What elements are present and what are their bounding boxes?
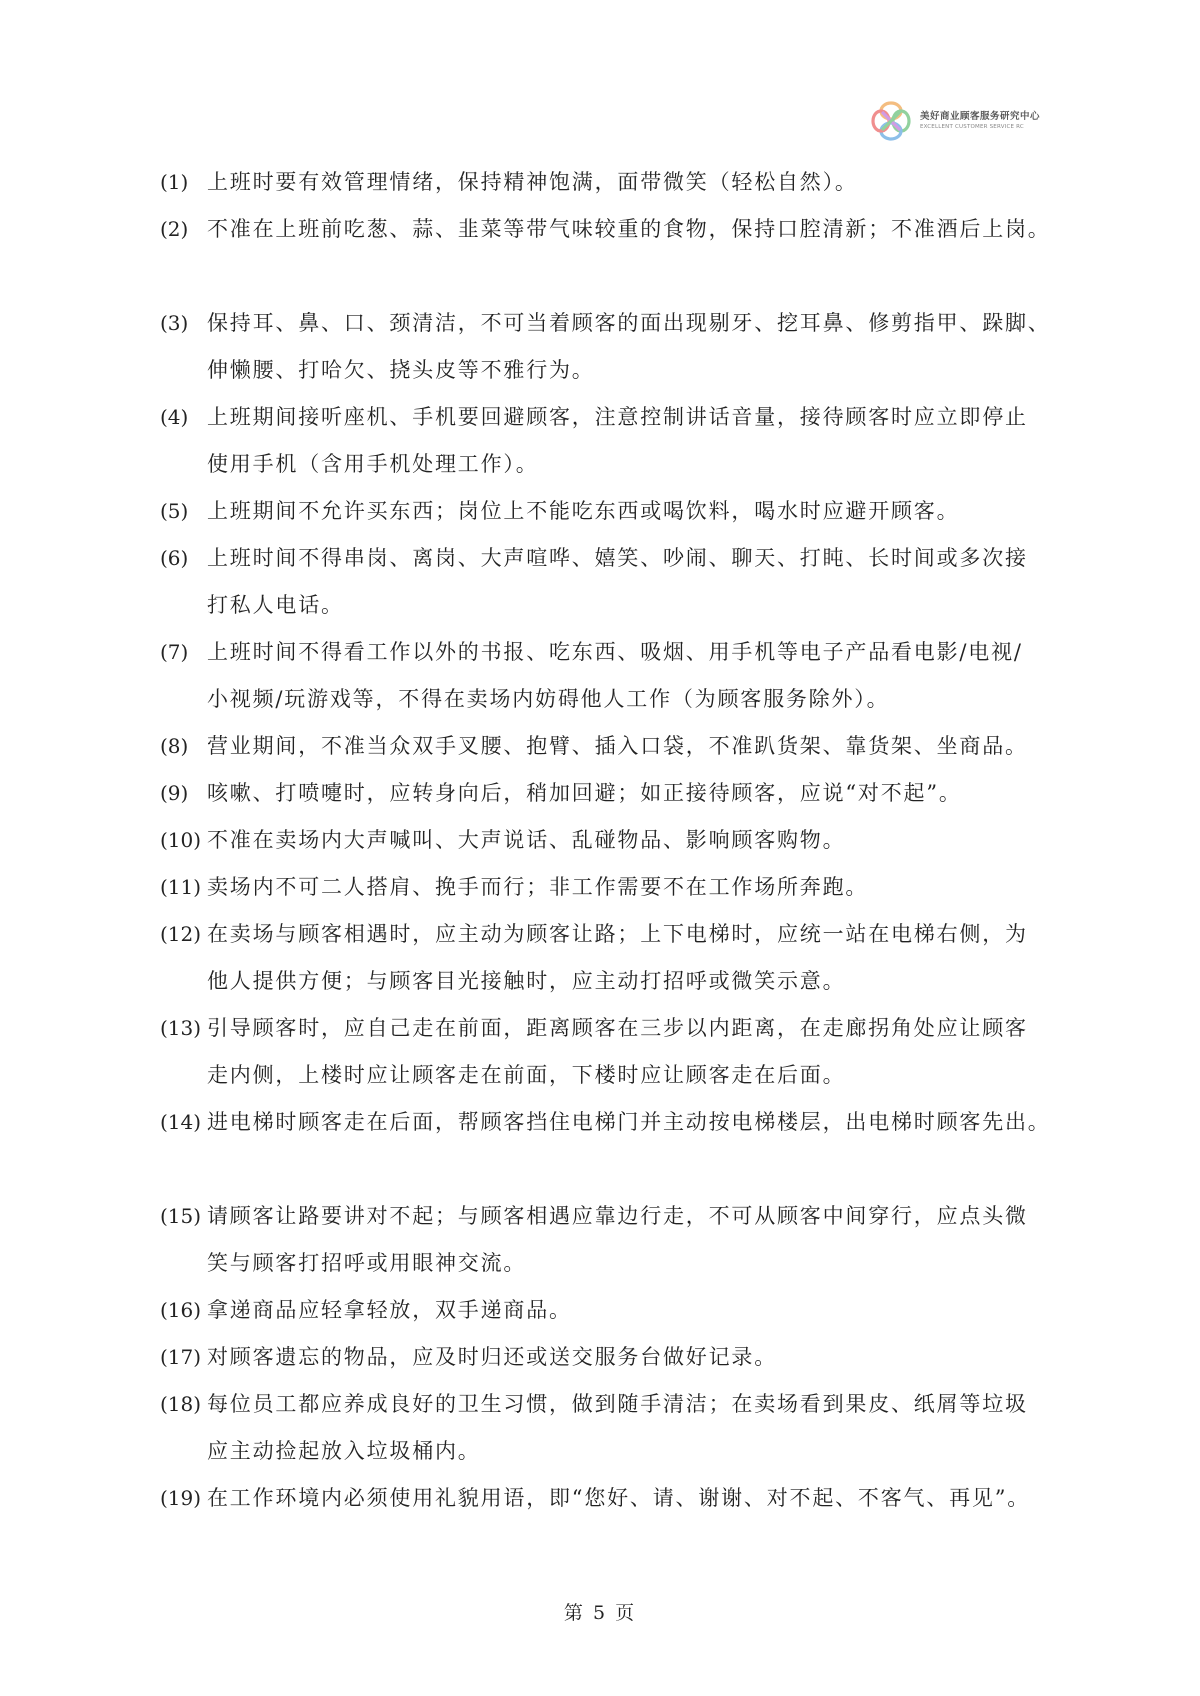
item-text-line: 小视频/玩游戏等，不得在卖场内妨碍他人工作（为顾客服务除外）。 xyxy=(207,687,890,711)
item-number: (4) xyxy=(160,405,189,429)
item-text-line: 应主动捡起放入垃圾桶内。 xyxy=(207,1439,481,1463)
item-text-line: 进电梯时顾客走在后面，帮顾客挡住电梯门并主动按电梯楼层，出电梯时顾客先出。 xyxy=(207,1110,1051,1134)
item-text-line: 在卖场与顾客相遇时，应主动为顾客让路；上下电梯时，应统一站在电梯右侧，为 xyxy=(207,922,1028,946)
list-item xyxy=(160,1287,1060,1334)
logo-title-cn: 美好商业顾客服务研究中心 xyxy=(920,110,1041,122)
item-number: (16) xyxy=(160,1298,202,1322)
item-number: (19) xyxy=(160,1486,202,1510)
list-item xyxy=(160,535,1060,629)
item-text-line: 上班时要有效管理情绪，保持精神饱满，面带微笑（轻松自然）。 xyxy=(207,170,858,194)
list-item xyxy=(160,629,1060,723)
blank-line xyxy=(160,1146,1060,1193)
item-text-line: 营业期间，不准当众双手叉腰、抱臂、插入口袋，不准趴货架、靠货架、坐商品。 xyxy=(207,734,1028,758)
item-text-line: 请顾客让路要讲对不起；与顾客相遇应靠边行走，不可从顾客中间穿行，应点头微 xyxy=(207,1204,1028,1228)
item-number: (5) xyxy=(160,499,189,523)
list-item xyxy=(160,864,1060,911)
item-text-line: 在工作环境内必须使用礼貌用语，即“您好、请、谢谢、对不起、不客气、再见”。 xyxy=(207,1486,1031,1510)
item-number: (2) xyxy=(160,217,189,241)
item-number: (7) xyxy=(160,640,189,664)
list-item xyxy=(160,488,1060,535)
item-text-line: 拿递商品应轻拿轻放，双手递商品。 xyxy=(207,1298,572,1322)
item-text-line: 伸懒腰、打哈欠、挠头皮等不雅行为。 xyxy=(207,358,595,382)
item-number: (12) xyxy=(160,922,202,946)
list-item xyxy=(160,1381,1060,1475)
item-number: (17) xyxy=(160,1345,202,1369)
item-number: (13) xyxy=(160,1016,202,1040)
item-text-line: 每位员工都应养成良好的卫生习惯，做到随手清洁；在卖场看到果皮、纸屑等垃圾 xyxy=(207,1392,1028,1416)
list-item xyxy=(160,1005,1060,1099)
list-item xyxy=(160,394,1060,488)
item-number: (10) xyxy=(160,828,202,852)
item-text-line: 保持耳、鼻、口、颈清洁，不可当着顾客的面出现剔牙、挖耳鼻、修剪指甲、跺脚、 xyxy=(207,311,1051,335)
list-item xyxy=(160,206,1060,253)
item-number: (6) xyxy=(160,546,189,570)
header-logo xyxy=(868,98,1040,144)
document-body xyxy=(160,159,1060,1522)
item-text-line: 上班期间接听座机、手机要回避顾客，注意控制讲话音量，接待顾客时应立即停止 xyxy=(207,405,1028,429)
page-number: 第 5 页 xyxy=(563,1602,637,1624)
item-text-line: 走内侧，上楼时应让顾客走在前面，下楼时应让顾客走在后面。 xyxy=(207,1063,846,1087)
item-text-line: 卖场内不可二人搭肩、挽手而行；非工作需要不在工作场所奔跑。 xyxy=(207,875,869,899)
item-text-line: 打私人电话。 xyxy=(207,593,344,617)
list-item xyxy=(160,1334,1060,1381)
item-text-line: 咳嗽、打喷嚏时，应转身向后，稍加回避；如正接待顾客，应说“对不起”。 xyxy=(207,781,962,805)
item-text-line: 引导顾客时，应自己走在前面，距离顾客在三步以内距离，在走廊拐角处应让顾客 xyxy=(207,1016,1028,1040)
item-text-line: 笑与顾客打招呼或用眼神交流。 xyxy=(207,1251,527,1275)
item-number: (11) xyxy=(160,875,202,899)
list-item xyxy=(160,770,1060,817)
item-number: (14) xyxy=(160,1110,202,1134)
list-item xyxy=(160,159,1060,206)
item-text-line: 上班时间不得看工作以外的书报、吃东西、吸烟、用手机等电子产品看电影/电视/ xyxy=(207,640,1023,664)
item-number: (9) xyxy=(160,781,189,805)
item-text-line: 上班时间不得串岗、离岗、大声喧哗、嬉笑、吵闹、聊天、打盹、长时间或多次接 xyxy=(207,546,1028,570)
logo-title-en: EXCELLENT CUSTOMER SERVICE RC xyxy=(920,124,1024,130)
item-number: (18) xyxy=(160,1392,202,1416)
list-item xyxy=(160,300,1060,394)
item-text-line: 不准在卖场内大声喊叫、大声说话、乱碰物品、影响顾客购物。 xyxy=(207,828,846,852)
list-item xyxy=(160,1099,1060,1146)
list-item xyxy=(160,911,1060,1005)
item-text-line: 他人提供方便；与顾客目光接触时，应主动打招呼或微笑示意。 xyxy=(207,969,846,993)
item-text-line: 使用手机（含用手机处理工作）。 xyxy=(207,452,539,476)
list-item xyxy=(160,817,1060,864)
item-number: (8) xyxy=(160,734,189,758)
knot-logo-icon xyxy=(868,98,914,144)
list-item xyxy=(160,723,1060,770)
list-item xyxy=(160,1193,1060,1287)
blank-line xyxy=(160,253,1060,300)
item-text-line: 不准在上班前吃葱、蒜、韭菜等带气味较重的食物，保持口腔清新；不准酒后上岗。 xyxy=(207,217,1051,241)
item-number: (15) xyxy=(160,1204,202,1228)
item-text-line: 上班期间不允许买东西；岗位上不能吃东西或喝饮料，喝水时应避开顾客。 xyxy=(207,499,960,523)
item-number: (1) xyxy=(160,170,189,194)
list-item xyxy=(160,1475,1060,1522)
item-number: (3) xyxy=(160,311,189,335)
item-text-line: 对顾客遗忘的物品，应及时归还或送交服务台做好记录。 xyxy=(207,1345,777,1369)
